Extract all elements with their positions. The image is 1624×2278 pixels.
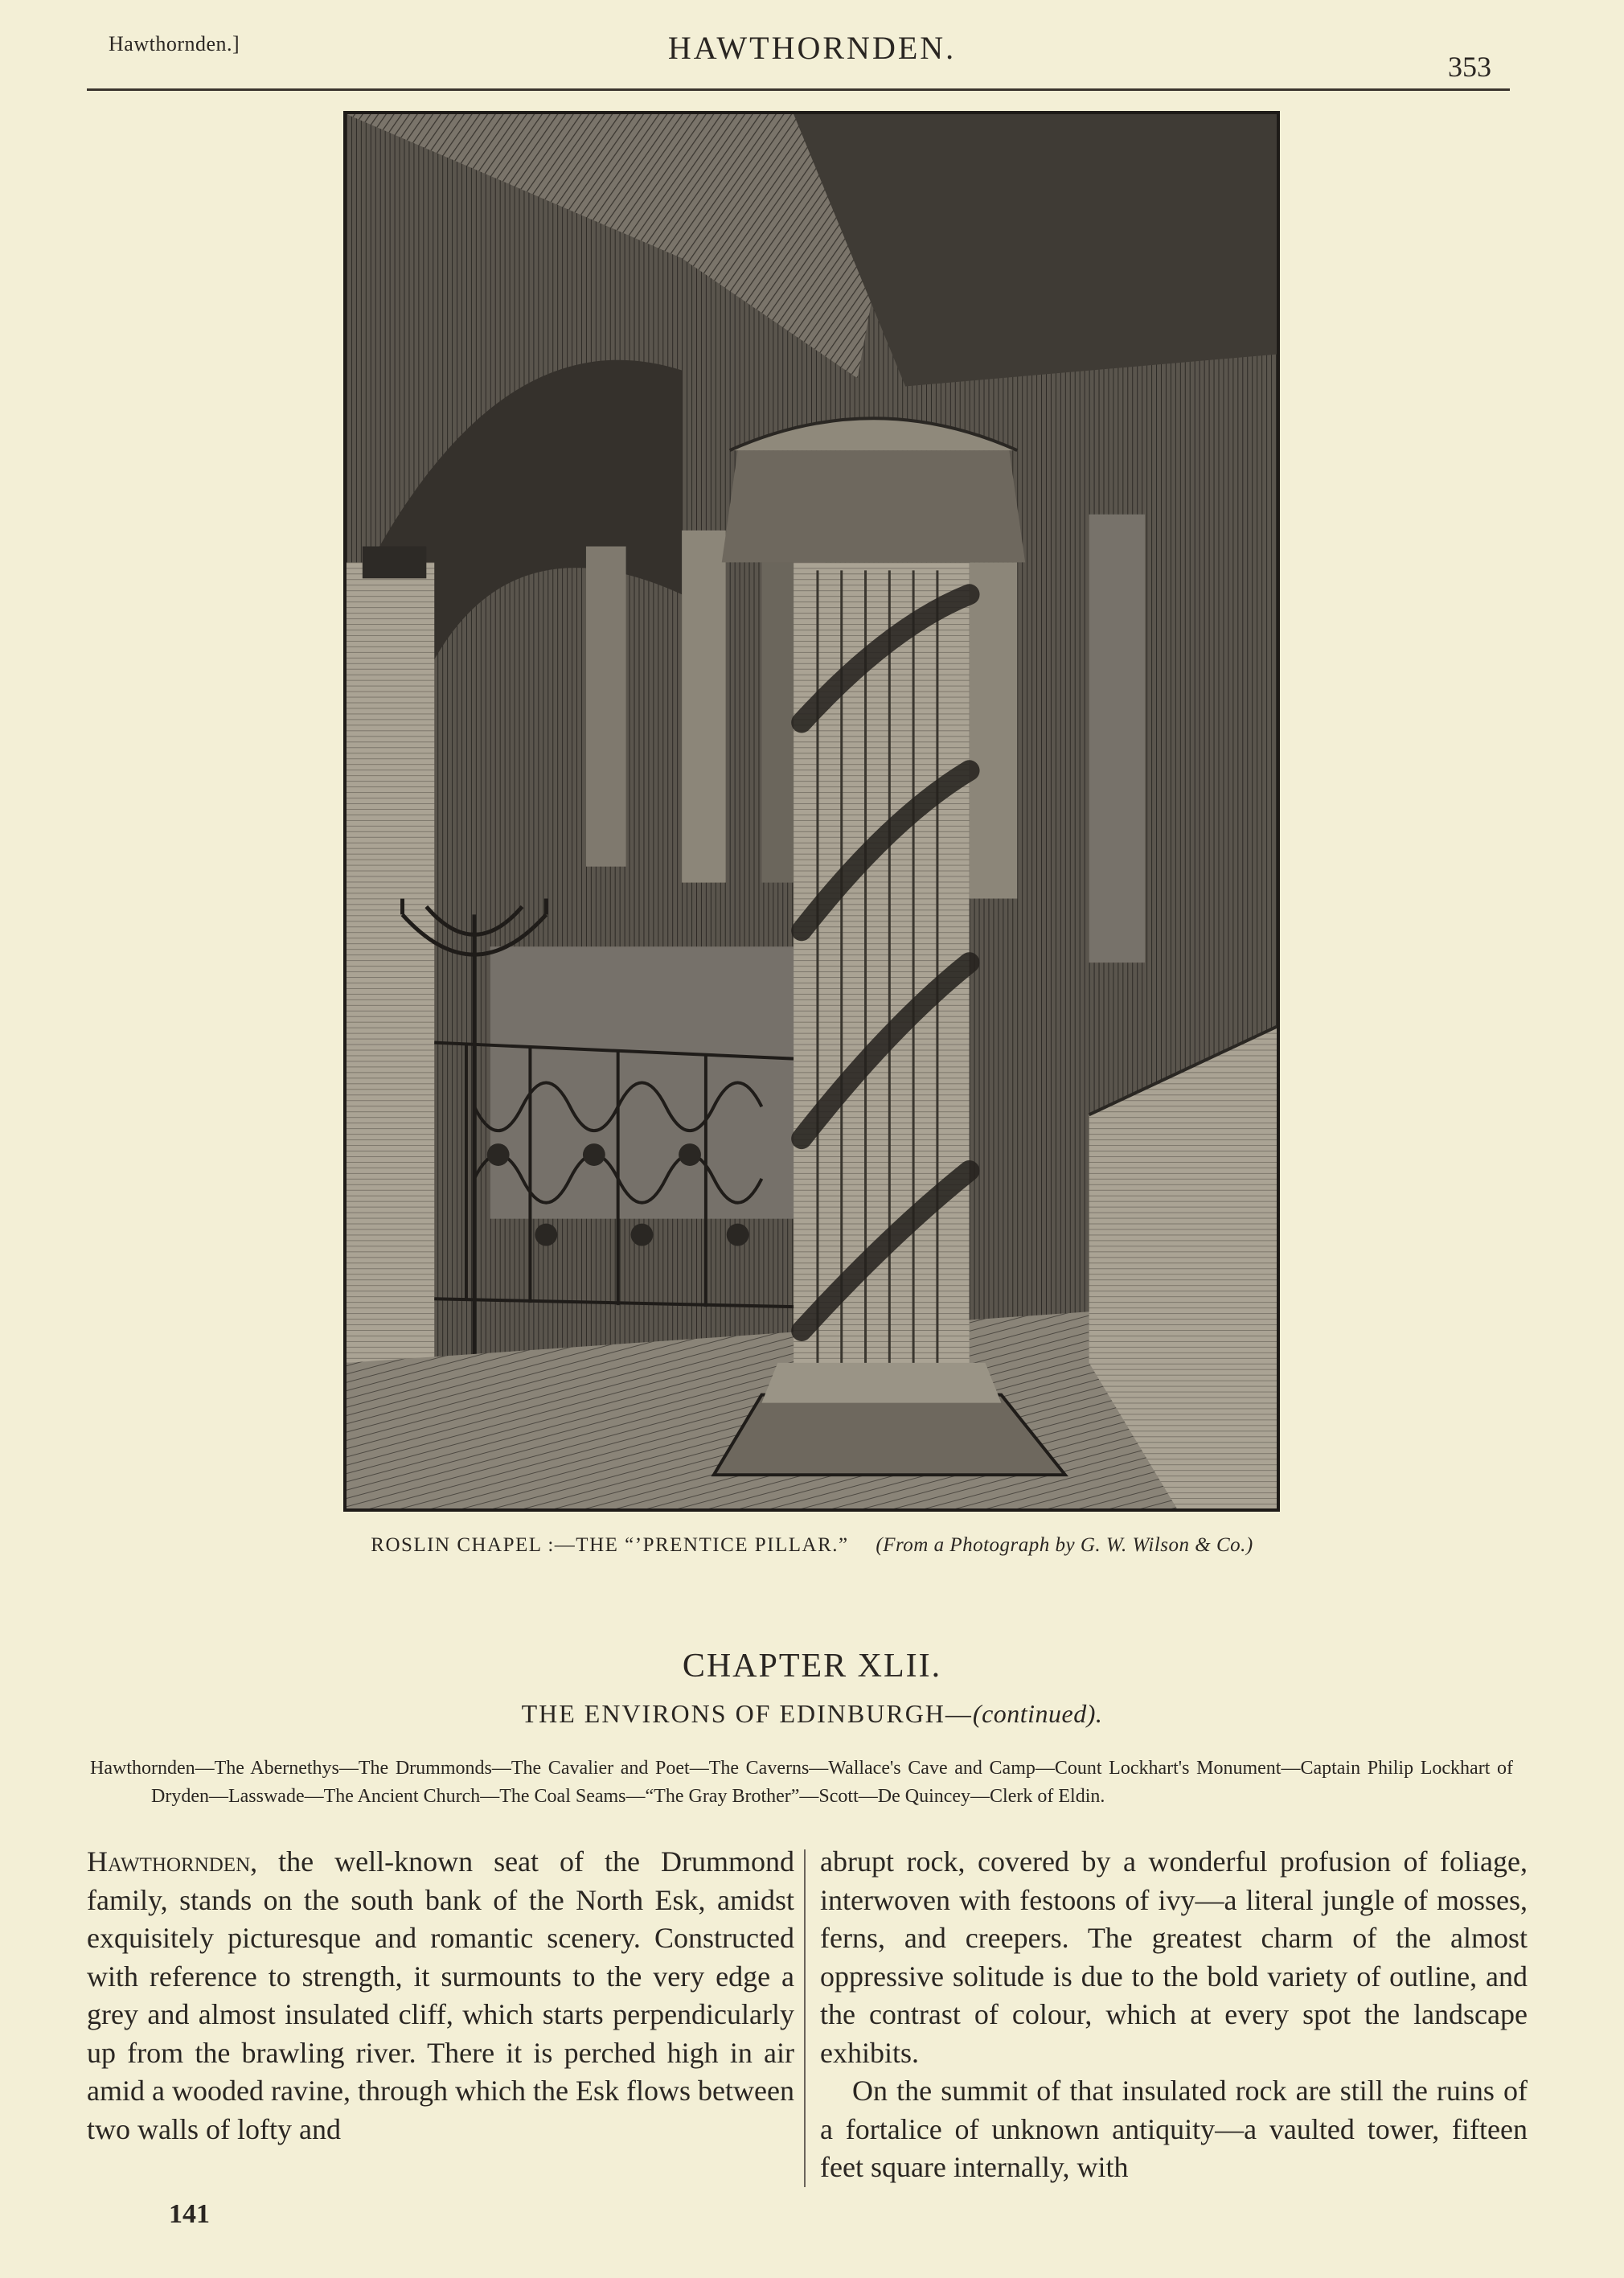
body-paragraph — [87, 1843, 794, 2149]
page-number: 353 — [1448, 51, 1491, 83]
header-rule — [87, 88, 1510, 91]
body-column-left — [87, 1843, 794, 2149]
engraving-illustration — [347, 114, 1277, 1508]
signature-mark: 141 — [169, 2199, 210, 2229]
chapter-subtitle-main: THE ENVIRONS OF EDINBURGH— — [521, 1699, 973, 1728]
chapter-subtitle — [0, 1699, 1624, 1729]
body-paragraph: abrupt rock, covered by a wonderful profusion of foliage, interwoven with festoons of ivy—a literal jungle of mosses, ferns, and creepers. The greatest charm of the almost oppressive solitude is due to the bold variety of outline, and the contrast of colour, which at every spot the landscape exhibits. — [820, 1845, 1528, 2069]
caption-title: ROSLIN CHAPEL :—THE “’PRENTICE PILLAR.” — [371, 1534, 849, 1556]
body-paragraph: On the summit of that insulated rock are still the ruins of a fortalice of unknown antiquity—a vaulted tower, fifteen feet square internally, with — [820, 2075, 1528, 2183]
engraving-roslin-chapel — [343, 111, 1280, 1512]
chapter-subtitle-continued: (continued). — [972, 1699, 1103, 1728]
chapter-title: CHAPTER XLII. — [682, 1648, 942, 1685]
running-head-left: Hawthornden.] — [109, 32, 240, 55]
body-text: the well-known seat of the Drummond family, stands on the south bank of the North Esk, amidst exquisitely picturesque and romantic scenery. Constructed with reference to strength, it surmounts to the very edge a grey and almost insulated cliff, which starts perpendicularly up from the brawling river. There it is perched high in air amid a wooded ravine, through which the Esk flows between two walls of lofty and — [87, 1845, 794, 2145]
running-head-title: HAWTHORNDEN. — [667, 30, 957, 66]
figure-caption — [0, 1534, 1624, 1557]
column-divider — [804, 1849, 806, 2187]
lead-word: Hawthornden, — [87, 1845, 258, 1878]
caption-credit: (From a Photograph by G. W. Wilson & Co.) — [876, 1534, 1253, 1556]
chapter-synopsis: Hawthornden—The Abernethys—The Drummonds—The Cavalier and Poet—The Caverns—Wallace's Cave and Camp—Count Lockhart's Monument—Captain Philip Lockhart of Dryden—Lasswade—The Ancient Church—The Coal Seams—“The Gray Brother”—Scott—De Quincey—Clerk of Eldin. — [90, 1758, 1513, 1807]
body-column-right — [820, 1843, 1528, 2187]
